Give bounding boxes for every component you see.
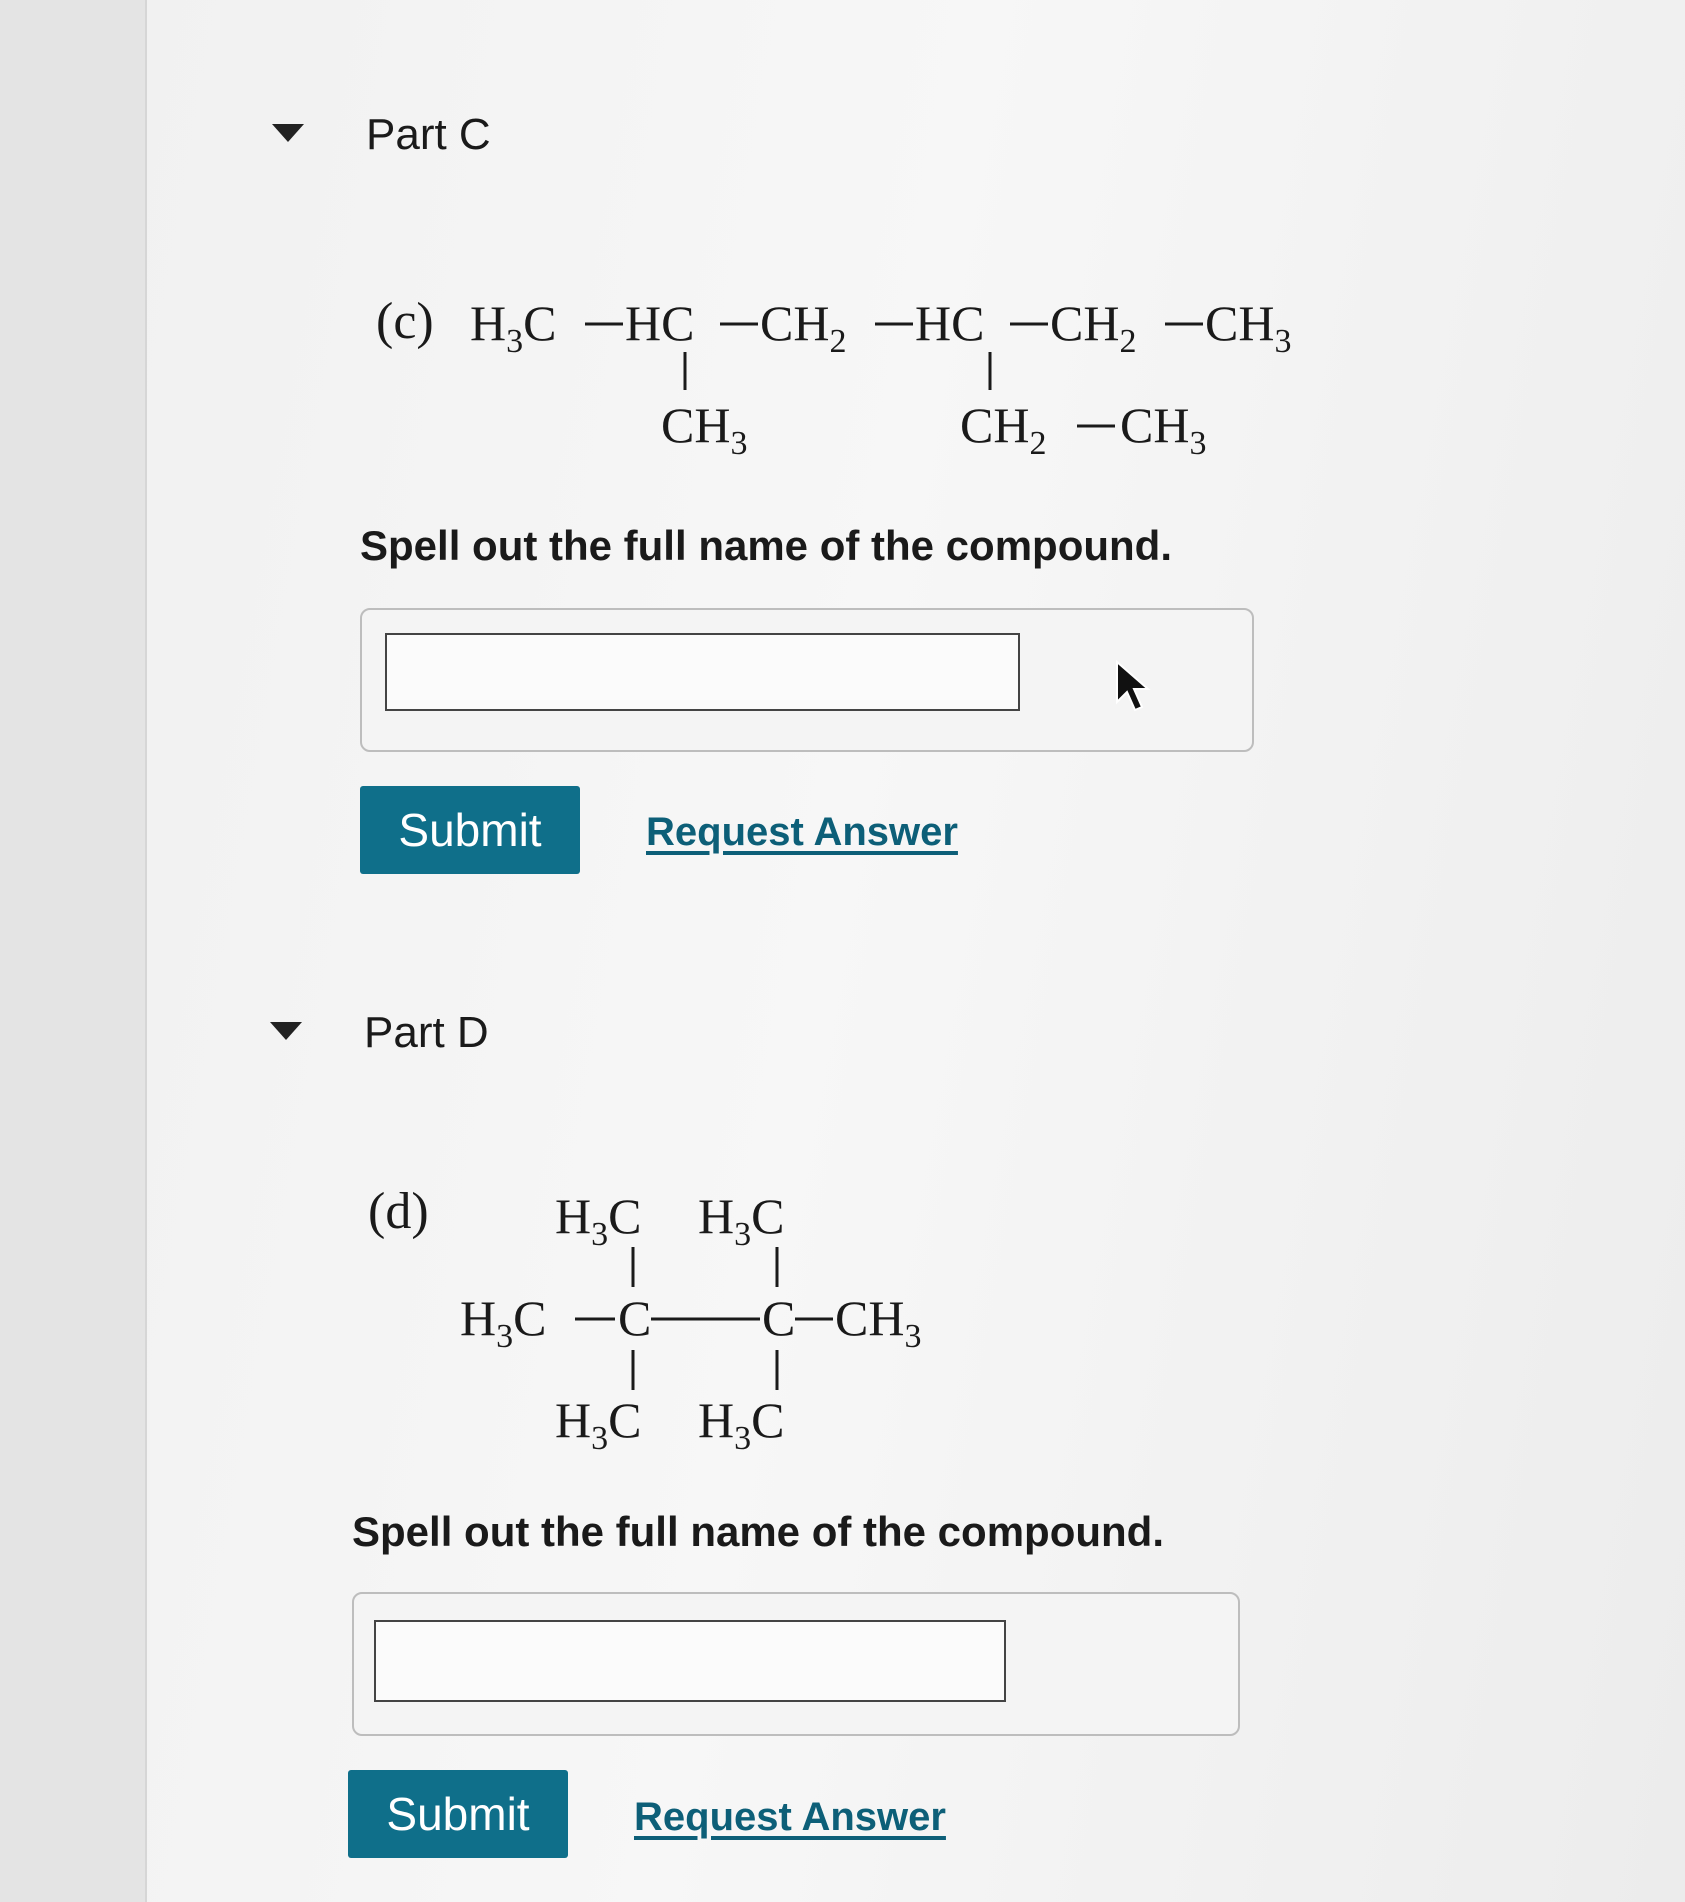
chem-group: $CH_2$: [960, 397, 1047, 462]
caret-down-icon[interactable]: [272, 124, 304, 142]
part-d-submit-button[interactable]: Submit: [348, 1770, 568, 1858]
mouse-pointer-icon: [1115, 660, 1155, 720]
part-d-prompt: Spell out the full name of the compound.: [352, 1508, 1164, 1555]
part-c-submit-button[interactable]: Submit: [360, 786, 580, 874]
part-d-request-answer-link[interactable]: Request Answer: [634, 1795, 946, 1839]
chem-group: $H_3C$: [555, 1188, 642, 1253]
chem-group: $H_3C$: [555, 1392, 642, 1457]
part-d-answer-input[interactable]: [374, 1620, 1006, 1702]
chem-group: C: [762, 1290, 796, 1346]
part-c-request-answer-link[interactable]: Request Answer: [646, 810, 958, 854]
part-c-prompt: Spell out the full name of the compound.: [360, 522, 1172, 569]
part-c-answer-input[interactable]: [385, 633, 1020, 711]
chem-group: $H_3C$: [698, 1392, 785, 1457]
chem-group: $H_3C$: [470, 295, 557, 360]
chem-group: $CH_2$: [1050, 295, 1137, 360]
chem-group: HC: [915, 295, 985, 351]
caret-down-icon[interactable]: [270, 1022, 302, 1040]
part-c-title: Part C: [366, 110, 491, 159]
chem-group: $CH_3$: [661, 397, 748, 462]
left-margin: [0, 0, 147, 1902]
part-d-structure: [455, 1175, 975, 1455]
chem-group: $CH_3$: [835, 1290, 922, 1355]
chem-group: $CH_3$: [1120, 397, 1207, 462]
part-c-structure: [465, 280, 1335, 470]
part-d-title: Part D: [364, 1008, 489, 1057]
chem-group: $CH_3$: [1205, 295, 1292, 360]
part-c-label: (c): [376, 293, 434, 350]
part-d-label: (d): [368, 1183, 429, 1240]
chem-group: HC: [625, 295, 695, 351]
chem-group: $H_3C$: [460, 1290, 547, 1355]
chem-group: $CH_2$: [760, 295, 847, 360]
chem-group: $H_3C$: [698, 1188, 785, 1253]
chem-group: C: [618, 1290, 652, 1346]
